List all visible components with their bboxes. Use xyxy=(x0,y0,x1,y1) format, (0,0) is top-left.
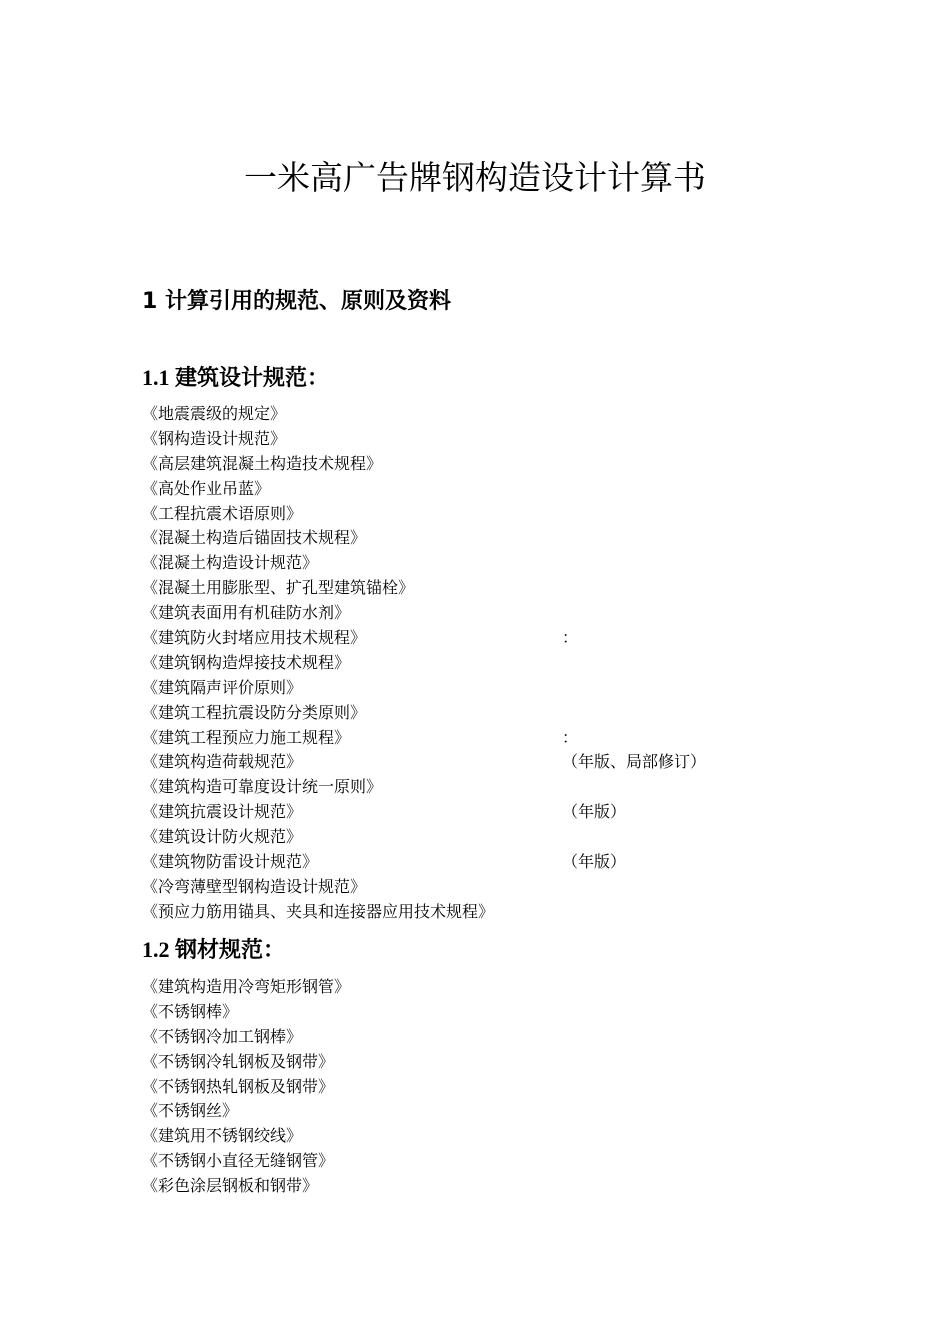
reference-name: 《预应力筋用锚具、夹具和连接器应用技术规程》 xyxy=(142,901,495,921)
reference-item xyxy=(142,601,842,626)
reference-edition-note: ： xyxy=(562,727,579,747)
reference-name: 《钢构造设计规范》 xyxy=(142,428,287,448)
reference-edition-note: （年版） xyxy=(562,802,627,822)
reference-name: 《建筑构造用冷弯矩形钢管》 xyxy=(142,977,351,996)
reference-item xyxy=(142,800,842,825)
reference-item xyxy=(142,850,842,875)
reference-name: 《建筑防火封堵应用技术规程》 xyxy=(142,628,367,648)
reference-item xyxy=(142,726,842,751)
reference-name: 《建筑钢构造焊接技术规程》 xyxy=(142,652,351,672)
reference-item xyxy=(142,576,842,601)
reference-item xyxy=(142,502,842,527)
reference-item xyxy=(142,1099,842,1124)
reference-item xyxy=(142,402,842,427)
section-1-2-heading: 1.2 钢材规范： xyxy=(142,937,286,962)
reference-name: 《冷弯薄壁型钢构造设计规范》 xyxy=(142,876,367,896)
reference-name: 《建筑工程预应力施工规程》 xyxy=(142,727,351,747)
section-1-heading: 1 计算引用的规范、原则及资料 xyxy=(142,289,451,314)
reference-name: 《不锈钢冷轧钢板及钢带》 xyxy=(142,1051,335,1071)
document-title: 一米高广告牌钢构造设计计算书 xyxy=(244,158,706,197)
reference-edition-note: （年版） xyxy=(562,852,627,872)
reference-item xyxy=(142,676,842,701)
reference-name: 《高处作业吊蓝》 xyxy=(142,478,271,498)
reference-item xyxy=(142,825,842,850)
reference-item xyxy=(142,551,842,576)
reference-name: 《建筑抗震设计规范》 xyxy=(142,802,303,822)
building-design-standards-list xyxy=(142,402,842,925)
reference-item xyxy=(142,1174,842,1199)
reference-name: 《混凝土构造设计规范》 xyxy=(142,553,319,573)
reference-name: 《彩色涂层钢板和钢带》 xyxy=(142,1176,319,1196)
reference-item xyxy=(142,651,842,676)
reference-name: 《不锈钢丝》 xyxy=(142,1101,239,1121)
reference-name: 《建筑表面用有机硅防水剂》 xyxy=(142,603,351,623)
reference-item xyxy=(142,1050,842,1075)
reference-item xyxy=(142,875,842,900)
reference-item xyxy=(142,427,842,452)
reference-name: 《不锈钢小直径无缝钢管》 xyxy=(142,1151,335,1171)
reference-name: 《建筑隔声评价原则》 xyxy=(142,677,303,697)
reference-item xyxy=(142,1149,842,1174)
reference-name: 《地震震级的规定》 xyxy=(142,404,287,423)
reference-item xyxy=(142,750,842,775)
reference-name: 《建筑构造荷载规范》 xyxy=(142,752,303,772)
reference-name: 《建筑工程抗震设防分类原则》 xyxy=(142,702,367,722)
reference-name: 《高层建筑混凝土构造技术规程》 xyxy=(142,453,383,473)
reference-item xyxy=(142,477,842,502)
reference-name: 《混凝土构造后锚固技术规程》 xyxy=(142,528,367,548)
reference-name: 《工程抗震术语原则》 xyxy=(142,503,303,523)
reference-name: 《建筑物防雷设计规范》 xyxy=(142,852,319,872)
reference-name: 《不锈钢冷加工钢棒》 xyxy=(142,1026,303,1046)
reference-item xyxy=(142,1000,842,1025)
section-1-1-heading: 1.1 建筑设计规范： xyxy=(142,365,330,390)
reference-edition-note: ： xyxy=(562,628,579,648)
reference-item xyxy=(142,526,842,551)
reference-item xyxy=(142,1025,842,1050)
reference-item xyxy=(142,701,842,726)
reference-name: 《混凝土用膨胀型、扩孔型建筑锚栓》 xyxy=(142,578,415,598)
reference-name: 《建筑设计防火规范》 xyxy=(142,827,303,847)
reference-name: 《建筑构造可靠度设计统一原则》 xyxy=(142,777,383,797)
reference-name: 《不锈钢热轧钢板及钢带》 xyxy=(142,1076,335,1096)
reference-item xyxy=(142,452,842,477)
reference-item xyxy=(142,1075,842,1100)
reference-item xyxy=(142,975,842,1000)
reference-name: 《不锈钢棒》 xyxy=(142,1001,239,1021)
reference-item xyxy=(142,1124,842,1149)
reference-item xyxy=(142,626,842,651)
steel-standards-list xyxy=(142,975,842,1199)
reference-edition-note: （年版、局部修订） xyxy=(562,752,707,772)
reference-name: 《建筑用不锈钢绞线》 xyxy=(142,1126,303,1146)
reference-item xyxy=(142,900,842,925)
reference-item xyxy=(142,775,842,800)
